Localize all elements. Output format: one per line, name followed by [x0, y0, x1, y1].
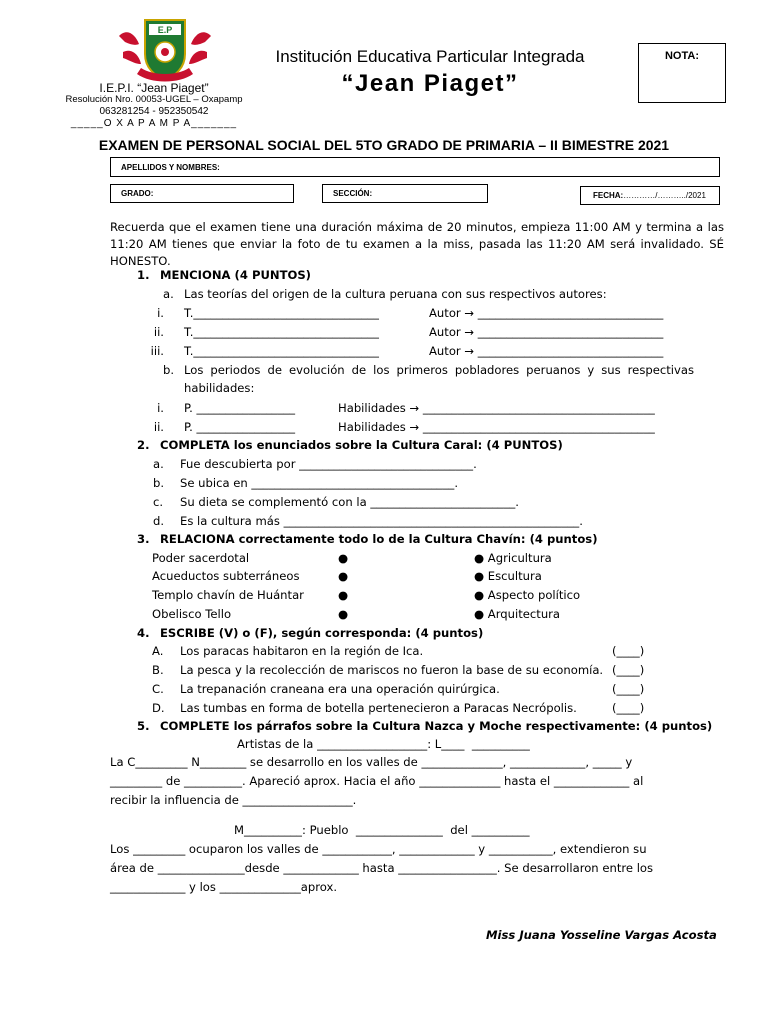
s3-left-item: Templo chavín de Huántar	[152, 588, 304, 602]
s2-item-letter: b.	[153, 476, 165, 490]
nazca-heading[interactable]: Artistas de la ___________________: L____ __________	[237, 737, 530, 751]
s3-title: RELACIONA correctamente todo lo de la Cultura Chavín: (4 puntos)	[160, 532, 598, 546]
s1-b-text-line1: Los periodos de evolución de los primeros pobladores peruanos y sus respectivas	[184, 363, 694, 377]
s5-title: COMPLETE los párrafos sobre la Cultura Nazca y Moche respectivamente: (4 puntos)	[160, 719, 713, 733]
s5-number: 5.	[137, 719, 150, 733]
grade-label: NOTA:	[664, 50, 699, 62]
s4-item-letter: B.	[152, 663, 164, 677]
school-location: _____O X A P A M P A_______	[70, 118, 238, 129]
s1-a-author-blank[interactable]: Autor → ________________________________	[429, 344, 664, 358]
s4-item-letter: C.	[152, 682, 164, 696]
s2-item-letter: a.	[153, 457, 164, 471]
institution-title: Institución Educativa Particular Integrada	[275, 47, 585, 66]
s1-a-label: a.	[163, 287, 174, 301]
s3-left-item: Acueductos subterráneos	[152, 569, 300, 583]
s1-a-item-num: i.	[157, 306, 164, 320]
s1-a-text: Las teorías del origen de la cultura peruana con sus respectivos autores:	[184, 287, 607, 301]
s1-b-period-blank[interactable]: P. _________________	[184, 420, 296, 434]
s1-b-skills-blank[interactable]: Habilidades → ________________________________________	[338, 401, 655, 415]
school-name: “Jean Piaget”	[341, 70, 519, 97]
s4-statement: Las tumbas en forma de botella pertenecieron a Paracas Necrópolis.	[180, 701, 577, 715]
section-label: SECCIÓN:	[333, 189, 373, 198]
s4-answer-blank[interactable]: (____)	[612, 701, 645, 715]
s1-b-label: b.	[163, 363, 175, 377]
grade-field[interactable]	[110, 184, 294, 203]
names-label: APELLIDOS Y NOMBRES:	[121, 162, 220, 172]
school-phones: 063281254 - 952350542	[99, 106, 209, 117]
s3-right-item[interactable]: ● Arquitectura	[474, 607, 561, 621]
exam-instructions: Recuerda que el examen tiene una duración máxima de 20 minutos, empieza 11:00 AM y termina a las 11:20 AM tienes que enviar la foto de tu examen a la miss, pasada las 11:20 AM será invalidado. SÉ HONESTO.	[110, 220, 724, 268]
date-field[interactable]	[580, 186, 720, 205]
date-value: …………/………../2021	[623, 191, 706, 200]
s3-right-item[interactable]: ● Aspecto político	[474, 588, 581, 602]
s1-a-author-blank[interactable]: Autor → ________________________________	[429, 325, 664, 339]
s4-answer-blank[interactable]: (____)	[612, 682, 645, 696]
s3-right-item[interactable]: ● Escultura	[474, 569, 542, 583]
s2-title: COMPLETA los enunciados sobre la Cultura Caral: (4 PUNTOS)	[160, 438, 563, 452]
logo-text: E.P	[157, 25, 173, 35]
school-crest-logo	[117, 14, 213, 86]
s1-a-author-blank[interactable]: Autor → ________________________________	[429, 306, 664, 320]
s4-statement: La trepanación craneana era una operación quirúrgica.	[180, 682, 500, 696]
s2-item-blank[interactable]: Fue descubierta por ______________________________.	[180, 457, 477, 471]
s2-item-blank[interactable]: Su dieta se complementó con la _________________________.	[180, 495, 519, 509]
s4-answer-blank[interactable]: (____)	[612, 663, 645, 677]
s1-a-theory-blank[interactable]: T.________________________________	[184, 306, 379, 320]
s1-b-item-num: i.	[157, 401, 164, 415]
section-field[interactable]	[322, 184, 488, 203]
s1-b-period-blank[interactable]: P. _________________	[184, 401, 296, 415]
moche-paragraph-line[interactable]: área de _______________desde _____________ hasta _________________. Se desarrollaron entre los	[110, 861, 654, 875]
nazca-paragraph-line[interactable]: recibir la influencia de ___________________.	[110, 793, 357, 807]
s2-item-letter: d.	[153, 514, 165, 528]
moche-heading[interactable]: M__________: Pueblo _______________ del __________	[234, 823, 530, 837]
school-short-name: I.E.P.I. “Jean Piaget”	[99, 81, 209, 95]
s3-left-item: Poder sacerdotal	[152, 551, 250, 565]
s3-left-dot[interactable]: ●	[338, 551, 349, 565]
school-resolution: Resolución Nro. 00053-UGEL – Oxapamp	[65, 94, 243, 105]
s1-title: MENCIONA (4 PUNTOS)	[160, 268, 311, 282]
s3-left-dot[interactable]: ●	[338, 569, 349, 583]
moche-paragraph-line[interactable]: Los _________ ocuparon los valles de ____________, _____________ y ___________, extendieron su	[110, 842, 647, 856]
s4-number: 4.	[137, 626, 150, 640]
s3-left-item: Obelisco Tello	[152, 607, 232, 621]
teacher-signature: Miss Juana Yosseline Vargas Acosta	[486, 928, 717, 942]
names-field[interactable]	[110, 157, 720, 177]
s1-a-item-num: iii.	[150, 344, 164, 358]
s3-left-dot[interactable]: ●	[338, 588, 349, 602]
exam-title: EXAMEN DE PERSONAL SOCIAL DEL 5TO GRADO DE PRIMARIA – II BIMESTRE 2021	[98, 137, 670, 153]
s3-right-item[interactable]: ● Agricultura	[474, 551, 552, 565]
s2-item-letter: c.	[153, 495, 164, 509]
s1-a-theory-blank[interactable]: T.________________________________	[184, 325, 379, 339]
s2-item-blank[interactable]: Se ubica en ___________________________________.	[180, 476, 459, 490]
s4-statement: La pesca y la recolección de mariscos no fueron la base de su economía.	[180, 663, 604, 677]
grade-box[interactable]	[638, 43, 726, 103]
nazca-paragraph-line[interactable]: _________ de __________. Apareció aprox. Hacia el año ______________ hasta el _____________ al	[110, 774, 644, 788]
s3-left-dot[interactable]: ●	[338, 607, 349, 621]
s4-title: ESCRIBE (V) o (F), según corresponda: (4 puntos)	[160, 626, 484, 640]
s2-number: 2.	[137, 438, 150, 452]
s3-number: 3.	[137, 532, 150, 546]
date-label: FECHA:	[593, 191, 624, 200]
s1-a-theory-blank[interactable]: T.________________________________	[184, 344, 379, 358]
s1-a-item-num: ii.	[153, 325, 164, 339]
s1-b-text-line2: habilidades:	[184, 381, 255, 395]
s2-item-blank[interactable]: Es la cultura más ___________________________________________________.	[180, 514, 583, 528]
moche-paragraph-line[interactable]: _____________ y los ______________aprox.	[110, 880, 338, 894]
s1-b-item-num: ii.	[153, 420, 164, 434]
nazca-paragraph-line[interactable]: La C_________ N________ se desarrollo en los valles de ______________, _____________, _____ y	[110, 755, 633, 769]
s4-item-letter: D.	[152, 701, 165, 715]
s4-item-letter: A.	[152, 644, 164, 658]
school-info-block	[60, 82, 248, 130]
s4-answer-blank[interactable]: (____)	[612, 644, 645, 658]
s1-number: 1.	[137, 268, 150, 282]
grade-field-label: GRADO:	[121, 189, 154, 198]
s4-statement: Los paracas habitaron en la región de Ica.	[180, 644, 424, 658]
s1-b-skills-blank[interactable]: Habilidades → ________________________________________	[338, 420, 655, 434]
